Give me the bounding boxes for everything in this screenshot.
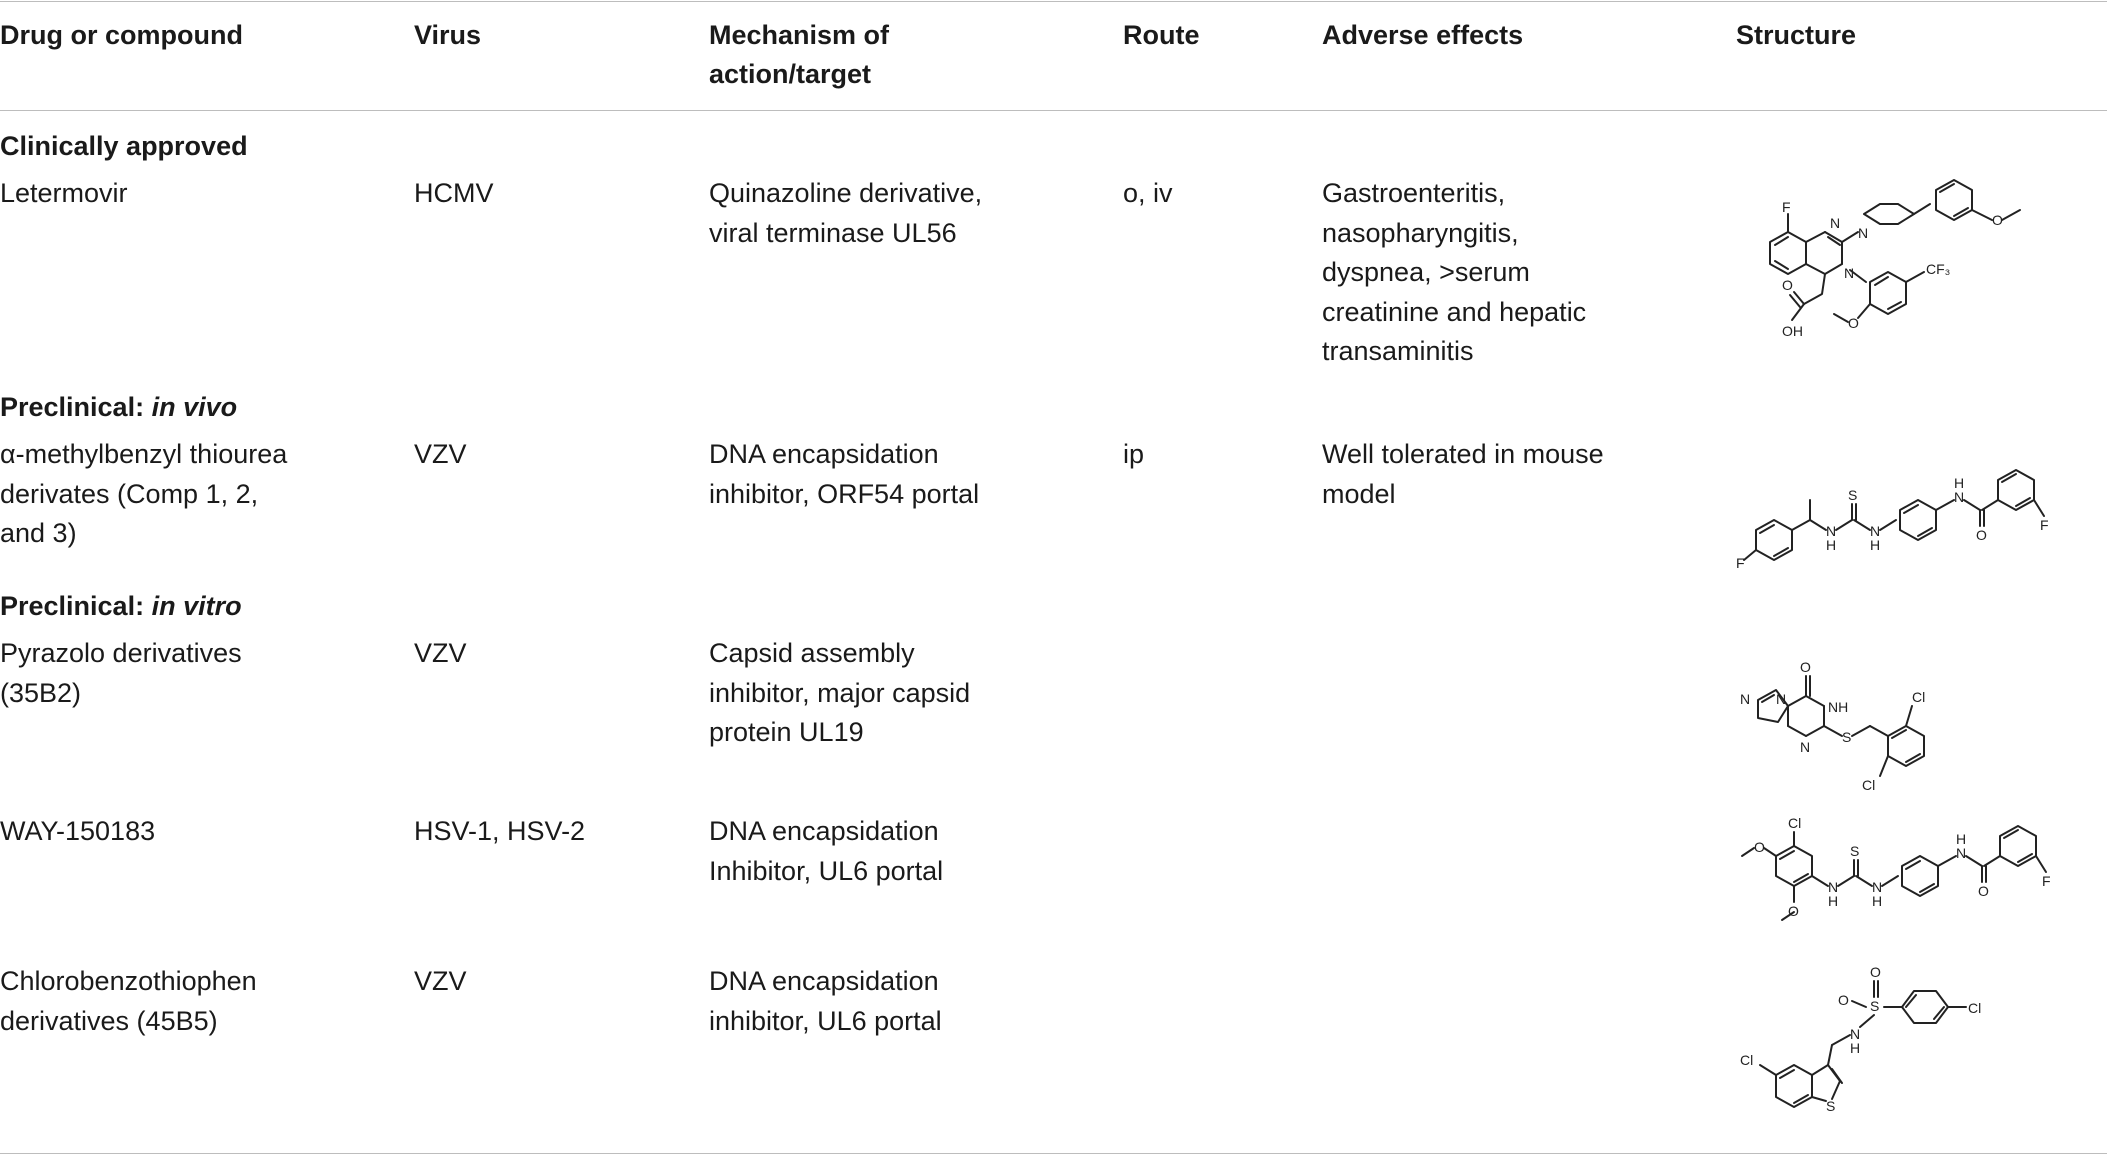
row-0-route: o, iv (1123, 178, 1173, 208)
atom-label: Cl (1968, 1000, 1982, 1016)
atom-label: O (1782, 277, 1793, 293)
pyrazolo-structure (1736, 628, 2036, 798)
atom-label: N (1870, 523, 1881, 539)
row-3-mechanism-1: DNA encapsidation (709, 816, 939, 846)
row-1-mechanism-1: DNA encapsidation (709, 439, 939, 469)
thiourea-structure (1736, 430, 2096, 575)
atom-label: N (1826, 523, 1837, 539)
row-2-drug-2: (35B2) (0, 678, 82, 708)
atom-label: N (1828, 879, 1839, 895)
row-0-adverse-3: dyspnea, >serum (1322, 257, 1530, 287)
row-1-adverse-1: Well tolerated in mouse (1322, 439, 1604, 469)
atom-label: Cl (1740, 1052, 1754, 1068)
table-bottom-rule (0, 1153, 2107, 1154)
header-structure: Structure (1736, 20, 1857, 50)
header-rule (0, 110, 2107, 111)
atom-label: H (1870, 537, 1881, 553)
letermovir-structure (1730, 122, 2060, 382)
atom-label: N (1830, 215, 1841, 231)
row-4-drug-1: Chlorobenzothiophen (0, 966, 257, 996)
row-3-virus: HSV-1, HSV-2 (414, 816, 586, 846)
atom-label: N (1858, 225, 1869, 241)
atom-label: Cl (1788, 815, 1802, 831)
atom-label: S (1848, 487, 1858, 503)
atom-label: N (1740, 691, 1751, 707)
atom-label: H (1954, 475, 1965, 491)
section-in-vitro-emphasis: in vitro (151, 591, 242, 621)
atom-label: F (1782, 199, 1791, 215)
atom-label: F (1736, 555, 1745, 571)
way-150183-structure (1736, 808, 2096, 943)
row-0-adverse-1: Gastroenteritis, (1322, 178, 1506, 208)
atom-label: OH (1782, 323, 1803, 339)
atom-label: O (1800, 659, 1811, 675)
header-adverse: Adverse effects (1322, 20, 1524, 50)
atom-label: N (1956, 845, 1967, 861)
table-top-rule (0, 1, 2107, 2)
atom-label: CF₃ (1926, 261, 1951, 277)
row-4-virus: VZV (414, 966, 467, 996)
row-1-route: ip (1123, 439, 1145, 469)
atom-label: Cl (1862, 777, 1876, 793)
section-in-vitro (0, 587, 242, 627)
atom-label: O (1838, 992, 1849, 1008)
row-1-drug-3: and 3) (0, 518, 77, 548)
atom-label: S (1842, 729, 1852, 745)
atom-label: H (1956, 831, 1967, 847)
atom-label: O (1788, 903, 1799, 919)
chlorobenzothiophen-structure (1736, 955, 2086, 1150)
header-mechanism-line2: action/target (709, 59, 872, 89)
section-in-vivo-prefix: Preclinical: (0, 392, 152, 422)
atom-label: S (1826, 1098, 1836, 1114)
row-1-virus: VZV (414, 439, 467, 469)
atom-label: O (1848, 315, 1859, 331)
row-2-mechanism-1: Capsid assembly (709, 638, 915, 668)
row-3-drug: WAY-150183 (0, 816, 156, 846)
atom-label: S (1850, 843, 1860, 859)
row-0-adverse-5: transaminitis (1322, 336, 1474, 366)
atom-label: O (1870, 964, 1881, 980)
atom-label: N (1954, 489, 1965, 505)
atom-label: O (1978, 883, 1989, 899)
row-2-mechanism-3: protein UL19 (709, 717, 864, 747)
row-4-drug-2: derivatives (45B5) (0, 1006, 218, 1036)
row-0-virus: HCMV (414, 178, 494, 208)
row-0-adverse-2: nasopharyngitis, (1322, 218, 1519, 248)
section-in-vitro-prefix: Preclinical: (0, 591, 152, 621)
row-4-mechanism-1: DNA encapsidation (709, 966, 939, 996)
atom-label: F (2040, 517, 2049, 533)
header-route: Route (1123, 20, 1200, 50)
section-clinically-approved: Clinically approved (0, 131, 248, 161)
row-0-adverse-4: creatinine and hepatic (1322, 297, 1587, 327)
atom-label: N (1800, 739, 1811, 755)
atom-label: O (1754, 839, 1765, 855)
header-mechanism-line1: Mechanism of (709, 20, 890, 50)
row-0-mechanism-1: Quinazoline derivative, (709, 178, 983, 208)
atom-label: O (1992, 212, 2003, 228)
atom-label: H (1828, 893, 1839, 909)
row-2-drug-1: Pyrazolo derivatives (0, 638, 242, 668)
section-in-vivo (0, 388, 237, 428)
atom-label: N (1776, 691, 1787, 707)
atom-label: N (1872, 879, 1883, 895)
row-3-mechanism-2: Inhibitor, UL6 portal (709, 856, 944, 886)
atom-label: H (1850, 1040, 1861, 1056)
section-in-vivo-emphasis: in vivo (151, 392, 238, 422)
atom-label: F (2042, 873, 2051, 889)
atom-label: N (1844, 265, 1855, 281)
header-drug: Drug or compound (0, 20, 243, 50)
atom-label: NH (1828, 699, 1849, 715)
row-4-mechanism-2: inhibitor, UL6 portal (709, 1006, 942, 1036)
atom-label: H (1872, 893, 1883, 909)
row-0-mechanism-2: viral terminase UL56 (709, 218, 957, 248)
atom-label: O (1976, 527, 1987, 543)
row-2-mechanism-2: inhibitor, major capsid (709, 678, 971, 708)
row-1-adverse-2: model (1322, 479, 1396, 509)
atom-label: N (1850, 1026, 1861, 1042)
atom-label: S (1870, 998, 1880, 1014)
atom-label: Cl (1912, 689, 1926, 705)
row-0-drug: Letermovir (0, 178, 128, 208)
row-1-drug-2: derivates (Comp 1, 2, (0, 479, 259, 509)
atom-label: H (1826, 537, 1837, 553)
header-virus: Virus (414, 20, 482, 50)
row-2-virus: VZV (414, 638, 467, 668)
row-1-drug-1: α-methylbenzyl thiourea (0, 439, 288, 469)
row-1-mechanism-2: inhibitor, ORF54 portal (709, 479, 980, 509)
